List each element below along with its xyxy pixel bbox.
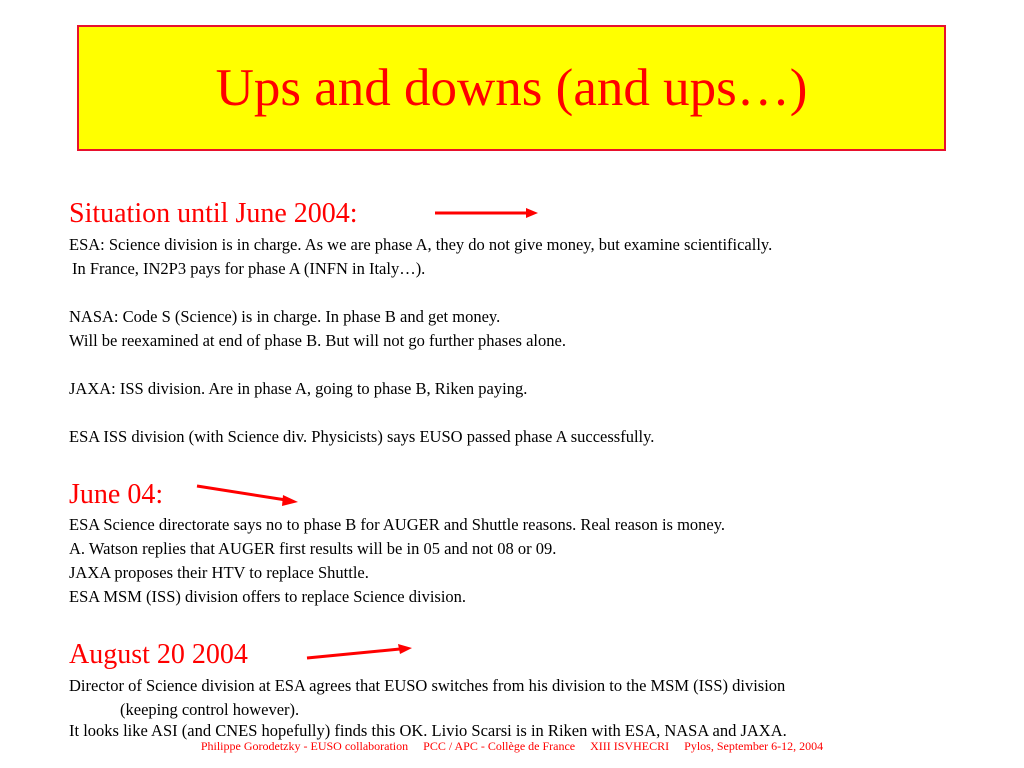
text-line: JAXA: ISS division. Are in phase A, going to phase B, Riken paying. bbox=[69, 379, 528, 398]
section-heading-june: June 04: bbox=[69, 479, 164, 510]
text-line: ESA: Science division is in charge. As we are phase A, they do not give money, but examine scientifically. bbox=[69, 235, 773, 254]
slide-footer bbox=[0, 740, 1024, 752]
text-line: ESA ISS division (with Science div. Physicists) says EUSO passed phase A successfully. bbox=[69, 427, 655, 446]
text-line: Director of Science division at ESA agrees that EUSO switches from his division to the MSM (ISS) division bbox=[69, 676, 786, 695]
footer-place-date: Pylos, September 6-12, 2004 bbox=[684, 739, 824, 753]
text-line: A. Watson replies that AUGER first results will be in 05 and not 08 or 09. bbox=[69, 539, 557, 558]
slide-title: Ups and downs (and ups…) bbox=[215, 58, 808, 117]
text-line: In France, IN2P3 pays for phase A (INFN in Italy…). bbox=[72, 259, 426, 278]
text-line: Will be reexamined at end of phase B. But will not go further phases alone. bbox=[69, 331, 566, 350]
text-line: It looks like ASI (and CNES hopefully) finds this OK. Livio Scarsi is in Riken with ESA, NASA and JAXA. bbox=[69, 721, 787, 740]
section-heading-august: August 20 2004 bbox=[69, 639, 248, 670]
title-box bbox=[77, 25, 946, 151]
text-line: (keeping control however). bbox=[120, 700, 300, 719]
section-heading-situation: Situation until June 2004: bbox=[69, 198, 358, 229]
footer-conference: XIII ISVHECRI bbox=[590, 739, 670, 753]
red-arrow-icon bbox=[432, 204, 544, 222]
text-line: ESA MSM (ISS) division offers to replace Science division. bbox=[69, 587, 467, 606]
footer-affiliation: PCC / APC - Collège de France bbox=[423, 739, 576, 753]
red-arrow-icon bbox=[304, 640, 416, 666]
text-line: NASA: Code S (Science) is in charge. In phase B and get money. bbox=[69, 307, 501, 326]
text-line: JAXA proposes their HTV to replace Shuttle. bbox=[69, 563, 369, 582]
text-line: ESA Science directorate says no to phase B for AUGER and Shuttle reasons. Real reason is money. bbox=[69, 515, 726, 534]
red-arrow-icon bbox=[194, 480, 306, 510]
footer-author: Philippe Gorodetzky - EUSO collaboration bbox=[200, 739, 409, 753]
